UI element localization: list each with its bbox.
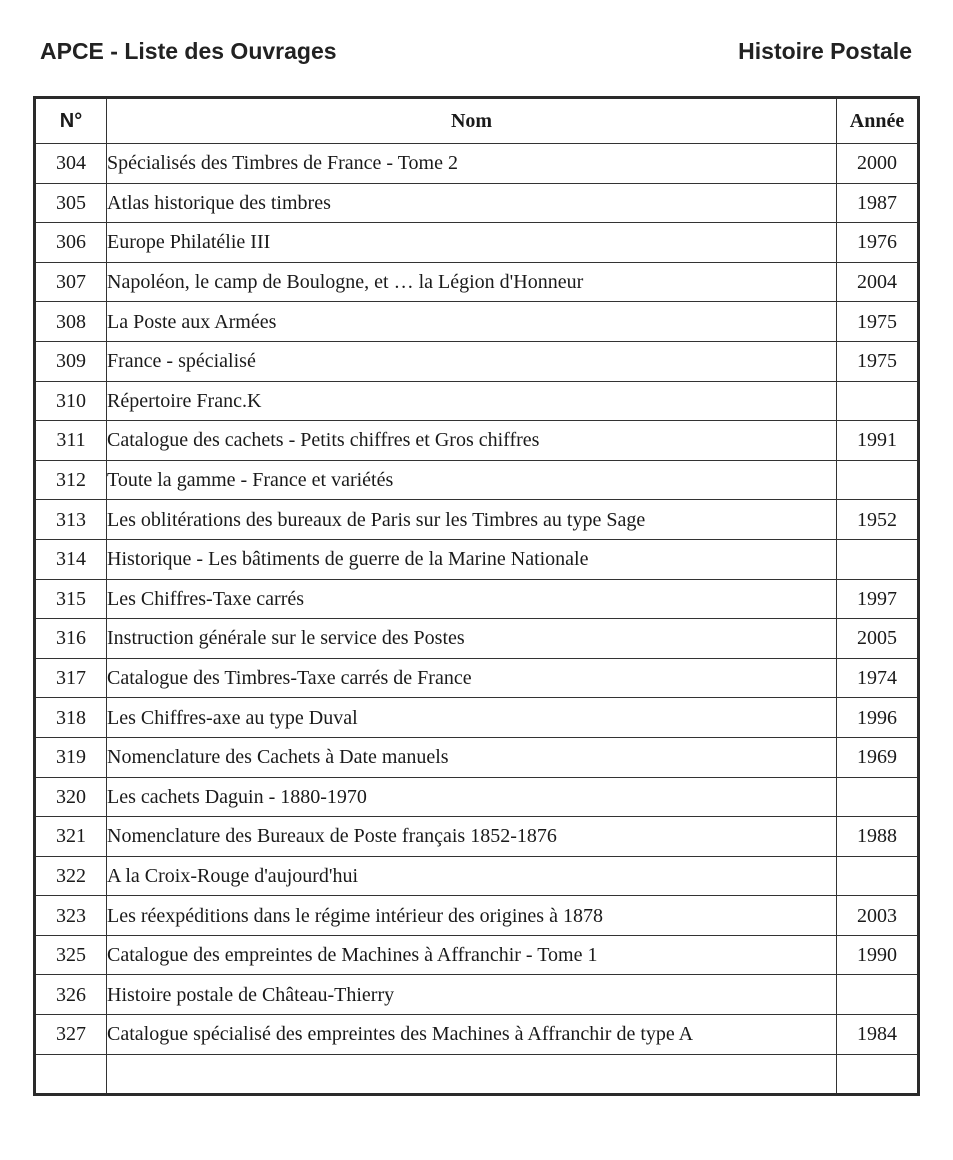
cell-number: 313 [35,500,107,540]
cell-name: Catalogue spécialisé des empreintes des Machines à Affranchir de type A [107,1015,837,1055]
cell-name: Nomenclature des Cachets à Date manuels [107,737,837,777]
table-row [35,144,919,184]
cell-name: France - spécialisé [107,341,837,381]
section-title: Histoire Postale [738,37,912,64]
cell-year [837,460,919,500]
cell-year: 2003 [837,896,919,936]
cell-year: 2005 [837,619,919,659]
cell-year: 1975 [837,302,919,342]
document-title: APCE - Liste des Ouvrages [40,37,337,64]
table-row [35,262,919,302]
cell-year: 1997 [837,579,919,619]
cell-number: 318 [35,698,107,738]
table-row [35,975,919,1015]
cell-year [837,1054,919,1095]
table-row [35,183,919,223]
table-row [35,896,919,936]
cell-name: Instruction générale sur le service des Postes [107,619,837,659]
cell-name: Les Chiffres-Taxe carrés [107,579,837,619]
cell-number: 323 [35,896,107,936]
cell-number: 315 [35,579,107,619]
cell-name: Atlas historique des timbres [107,183,837,223]
cell-name: Les réexpéditions dans le régime intérieur des origines à 1878 [107,896,837,936]
cell-year: 1976 [837,223,919,263]
cell-year: 1952 [837,500,919,540]
table-row [35,619,919,659]
table-row [35,737,919,777]
cell-number: 319 [35,737,107,777]
cell-year [837,777,919,817]
cell-number: 308 [35,302,107,342]
cell-name: Spécialisés des Timbres de France - Tome 2 [107,144,837,184]
cell-name: A la Croix-Rouge d'aujourd'hui [107,856,837,896]
cell-name: Répertoire Franc.K [107,381,837,421]
cell-year: 2004 [837,262,919,302]
cell-number: 310 [35,381,107,421]
cell-number: 317 [35,658,107,698]
cell-name: Histoire postale de Château-Thierry [107,975,837,1015]
table-row [35,381,919,421]
table-row [35,579,919,619]
table-row [35,1015,919,1055]
cell-name: Nomenclature des Bureaux de Poste français 1852-1876 [107,817,837,857]
cell-name: Toute la gamme - France et variétés [107,460,837,500]
cell-year: 2000 [837,144,919,184]
table-row [35,460,919,500]
page-header [40,34,912,68]
cell-year: 1987 [837,183,919,223]
cell-year: 1991 [837,421,919,461]
cell-name: Historique - Les bâtiments de guerre de la Marine Nationale [107,539,837,579]
cell-name: Les Chiffres-axe au type Duval [107,698,837,738]
cell-name: Catalogue des empreintes de Machines à Affranchir - Tome 1 [107,935,837,975]
cell-year [837,856,919,896]
cell-name: Les oblitérations des bureaux de Paris sur les Timbres au type Sage [107,500,837,540]
table-row [35,817,919,857]
table-row [35,302,919,342]
cell-number: 320 [35,777,107,817]
column-header-name: Nom [107,98,837,144]
table-body [35,144,919,1095]
cell-number: 309 [35,341,107,381]
cell-number: 314 [35,539,107,579]
cell-number: 304 [35,144,107,184]
cell-name: Catalogue des Timbres-Taxe carrés de France [107,658,837,698]
table-row [35,935,919,975]
works-table [33,96,920,1096]
table-row [35,856,919,896]
cell-name: Europe Philatélie III [107,223,837,263]
cell-year [837,539,919,579]
cell-number: 321 [35,817,107,857]
cell-number: 311 [35,421,107,461]
cell-number: 326 [35,975,107,1015]
cell-name: La Poste aux Armées [107,302,837,342]
cell-year: 1969 [837,737,919,777]
table-row [35,658,919,698]
table-row [35,421,919,461]
table-row [35,539,919,579]
cell-number [35,1054,107,1095]
cell-year [837,381,919,421]
cell-name: Catalogue des cachets - Petits chiffres et Gros chiffres [107,421,837,461]
cell-number: 316 [35,619,107,659]
cell-year: 1988 [837,817,919,857]
cell-year [837,975,919,1015]
table-row [35,698,919,738]
cell-year: 1974 [837,658,919,698]
cell-number: 312 [35,460,107,500]
cell-number: 306 [35,223,107,263]
cell-number: 307 [35,262,107,302]
cell-number: 322 [35,856,107,896]
table-header-row [35,98,919,144]
cell-year: 1984 [837,1015,919,1055]
cell-year: 1975 [837,341,919,381]
cell-year: 1990 [837,935,919,975]
cell-number: 325 [35,935,107,975]
cell-number: 327 [35,1015,107,1055]
cell-year: 1996 [837,698,919,738]
table-row [35,500,919,540]
column-header-number: N° [35,98,107,144]
cell-number: 305 [35,183,107,223]
table-row [35,1054,919,1095]
table-row [35,777,919,817]
table-row [35,341,919,381]
cell-name [107,1054,837,1095]
table-row [35,223,919,263]
cell-name: Napoléon, le camp de Boulogne, et … la Légion d'Honneur [107,262,837,302]
cell-name: Les cachets Daguin - 1880-1970 [107,777,837,817]
column-header-year: Année [837,98,919,144]
